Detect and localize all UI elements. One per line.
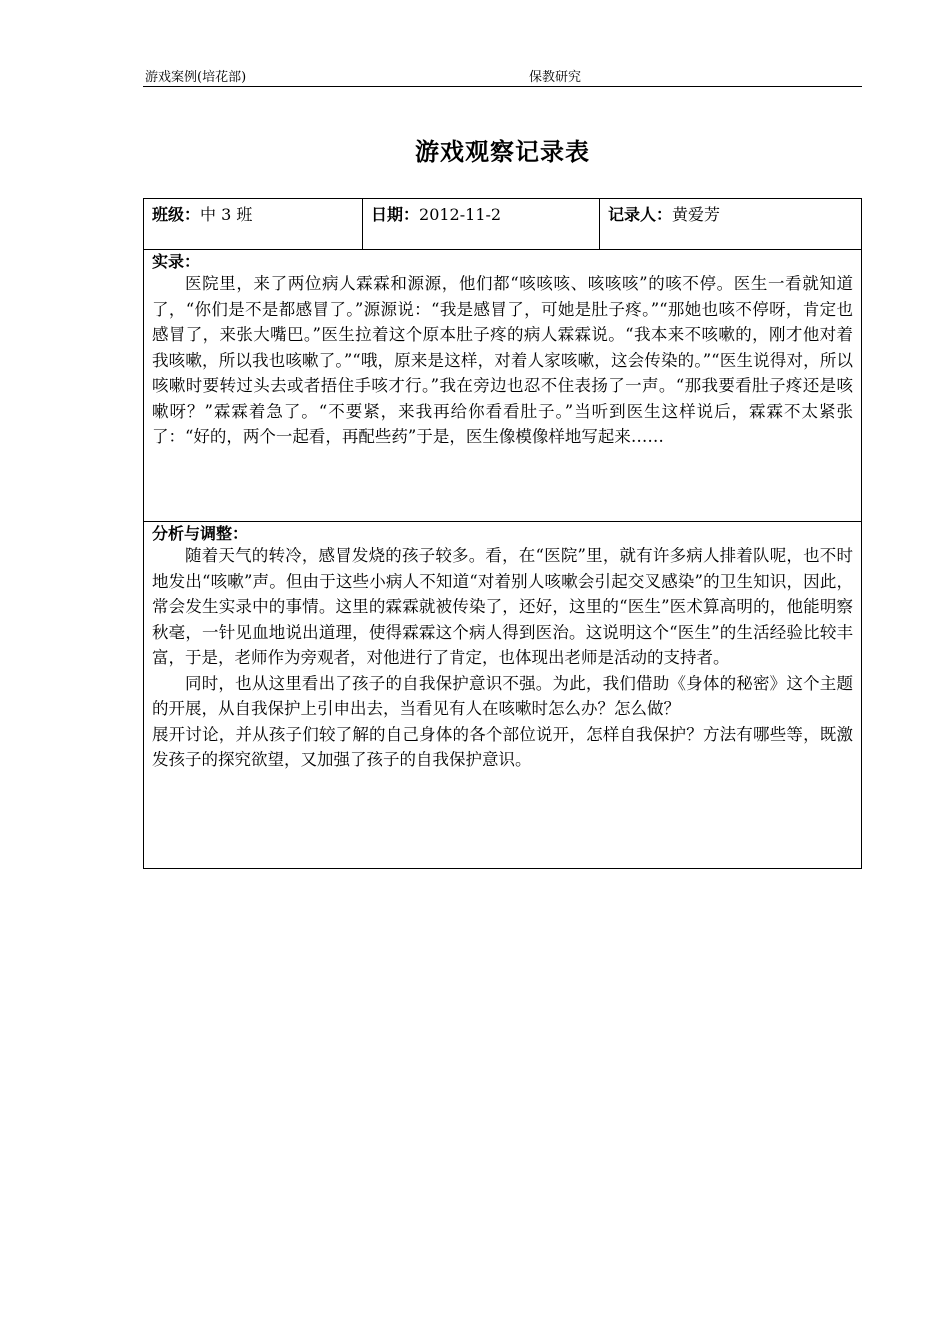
observation-table — [143, 198, 862, 869]
analysis-paragraph-1: 随着天气的转冷，感冒发烧的孩子较多。看，在“医院”里，就有许多病人排着队呢，也不时地发出“咳嗽”声。但由于这些小病人不知道“对着别人咳嗽会引起交叉感染”的卫生知识，因此，常会发生实录中的事情。这里的霖霖就被传染了，还好，这里的“医生”医术算高明的，他能明察秋毫，一针见血地说出道理，使得霖霖这个病人得到医治。这说明这个“医生”的生活经验比较丰富，于是，老师作为旁观者，对他进行了肯定，也体现出老师是活动的支持者。 — [152, 546, 853, 667]
record-cell — [144, 250, 862, 522]
analysis-paragraph-3: 展开讨论，并从孩子们较了解的自己身体的各个部位说开，怎样自我保护？方法有哪些等，既激发孩子的探究欲望，又加强了孩子的自我保护意识。 — [152, 724, 853, 769]
date-label: 日期： — [371, 205, 420, 224]
analysis-paragraph-2: 同时，也从这里看出了孩子的自我保护意识不强。为此，我们借助《身体的秘密》这个主题的开展，从自我保护上引申出去，当看见有人在咳嗽时怎么办？怎么做？ — [152, 673, 853, 718]
date-cell — [363, 199, 600, 250]
class-label: 班级： — [152, 205, 201, 224]
recorder-cell — [600, 199, 862, 250]
page-header — [143, 66, 862, 87]
info-row — [144, 199, 862, 250]
date-value: 2012-11-2 — [419, 205, 502, 224]
analysis-row — [144, 522, 862, 869]
analysis-cell — [144, 522, 862, 869]
header-left-text: 游戏案例(培花部) — [145, 70, 247, 85]
record-text: 医院里，来了两位病人霖霖和源源，他们都“咳咳咳、咳咳咳”的咳不停。医生一看就知道了，“你们是不是都感冒了。”源源说：“我是感冒了，可她是肚子疼。”“那她也咳不停呀，肯定也感冒了，来张大嘴巴。”医生拉着这个原本肚子疼的病人霖霖说。“我本来不咳嗽的，刚才他对着我咳嗽，所以我也咳嗽了。”“哦，原来是这样，对着人家咳嗽，这会传染的。”“医生说得对，所以咳嗽时要转过头去或者捂住手咳才行。”我在旁边也忍不住表扬了一声。“那我要看肚子疼还是咳嗽呀？”霖霖着急了。“不要紧，来我再给你看看肚子。”当听到医生这样说后，霖霖不太紧张了：“好的，两个一起看，再配些药”于是，医生像模像样地写起来…… — [152, 274, 853, 446]
record-row — [144, 250, 862, 522]
analysis-label: 分析与调整： — [152, 524, 249, 543]
recorder-label: 记录人： — [608, 205, 673, 224]
recorder-value: 黄爱芳 — [672, 205, 721, 224]
header-center-text: 保教研究 — [529, 70, 582, 85]
class-value: 中 3 班 — [200, 205, 253, 224]
class-cell — [144, 199, 363, 250]
document-title: 游戏观察记录表 — [415, 137, 590, 166]
record-label: 实录： — [152, 252, 201, 271]
